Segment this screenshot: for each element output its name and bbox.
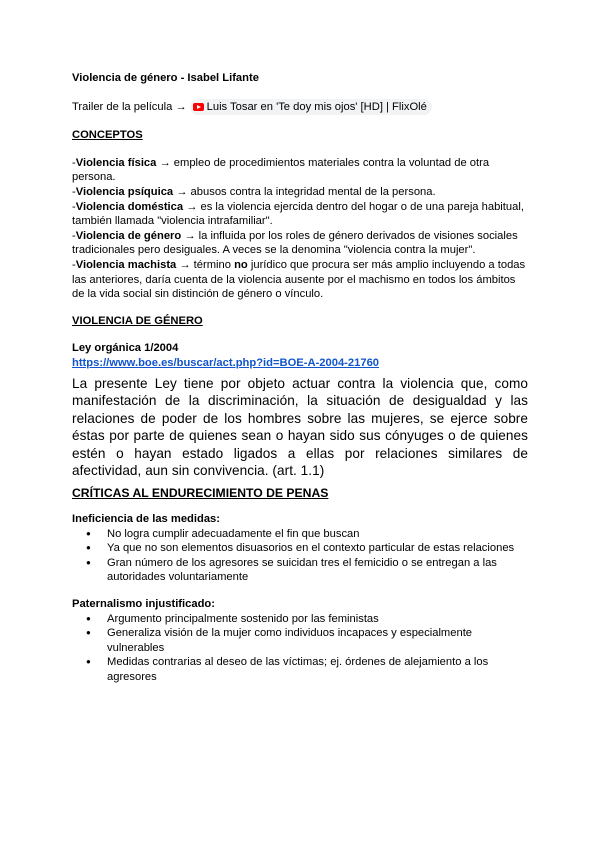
list-item: ● Medidas contrarias al deseo de las víctimas; ej. órdenes de alejamiento a los agresores bbox=[72, 655, 528, 684]
ley-title: Ley orgánica 1/2004 bbox=[72, 342, 179, 355]
document-title: Violencia de género - Isabel Lifante bbox=[72, 72, 259, 84]
list-item: ● No logra cumplir adecuadamente el fin que buscan bbox=[72, 527, 528, 542]
ineficiencia-list bbox=[72, 527, 528, 585]
ley-quote: La presente Ley tiene por objeto actuar contra la violencia que, como manifestación de la discriminación, la situación de desigualdad y las relaciones de poder de los hombres sobre las mujeres, se ejerce sobre éstas por parte de quienes sean o hayan sido sus cónyuges o de quienes estén o hayan estado ligados a ellas por relaciones similares de afectividad, aun sin convivencia. (art. 1.1) bbox=[72, 375, 528, 478]
list-item: ● Generaliza visión de la mujer como individuos incapaces y especialmente vulnerables bbox=[72, 626, 528, 655]
boe-link[interactable]: https://www.boe.es/buscar/act.php?id=BOE-A-2004-21760 bbox=[72, 356, 380, 369]
concept-term: Violencia machista bbox=[75, 258, 177, 271]
trailer-line bbox=[72, 99, 528, 116]
video-link-chip[interactable] bbox=[190, 99, 432, 116]
concept-term: Violencia de género bbox=[75, 229, 182, 242]
conceptos-heading: CONCEPTOS bbox=[72, 129, 143, 142]
list-item: ● Argumento principalmente sostenido por las feministas bbox=[72, 612, 528, 627]
video-link-label[interactable]: Luis Tosar en 'Te doy mis ojos' [HD] | FlixOlé bbox=[206, 100, 427, 113]
concept-term: Violencia psíquica bbox=[75, 185, 174, 198]
list-item: ● Ya que no son elementos disuasorios en el contexto particular de estas relaciones bbox=[72, 541, 528, 556]
concept-item: -Violencia doméstica → es la violencia ejercida dentro del hogar o de una pareja habitual, también llamada "violencia intrafamiliar". bbox=[72, 200, 524, 228]
trailer-prefix: Trailer de la película → bbox=[72, 100, 187, 113]
concept-item: -Violencia psíquica → abusos contra la integridad mental de la persona. bbox=[72, 185, 436, 198]
concept-item: -Violencia de género → la influida por los roles de género derivados de visiones sociales tradicionales pero desiguales. A veces se la denomina "violencia contra la mujer". bbox=[72, 229, 518, 257]
concept-term: Violencia doméstica bbox=[75, 200, 184, 213]
ineficiencia-title: Ineficiencia de las medidas: bbox=[72, 513, 220, 526]
paternalismo-title: Paternalismo injustificado: bbox=[72, 598, 215, 611]
document-page bbox=[72, 71, 528, 685]
criticas-heading: CRÍTICAS AL ENDURECIMIENTO DE PENAS bbox=[72, 485, 329, 500]
concept-item: -Violencia física → empleo de procedimientos materiales contra la voluntad de otra persona. bbox=[72, 156, 490, 184]
paternalismo-list bbox=[72, 612, 528, 685]
concept-item: -Violencia machista → término no jurídico que procura ser más amplio incluyendo a todas las anteriores, daría cuenta de la violencia ausente por el machismo en todos los ámbitos de la vida social sin distinción de género o vínculo. bbox=[72, 258, 526, 301]
list-item: ● Gran número de los agresores se suicidan tres el femicidio o se entregan a las autoridades voluntariamente bbox=[72, 556, 528, 585]
concept-term: Violencia física bbox=[75, 156, 157, 169]
violencia-genero-heading: VIOLENCIA DE GÉNERO bbox=[72, 314, 203, 327]
youtube-icon bbox=[193, 103, 204, 111]
